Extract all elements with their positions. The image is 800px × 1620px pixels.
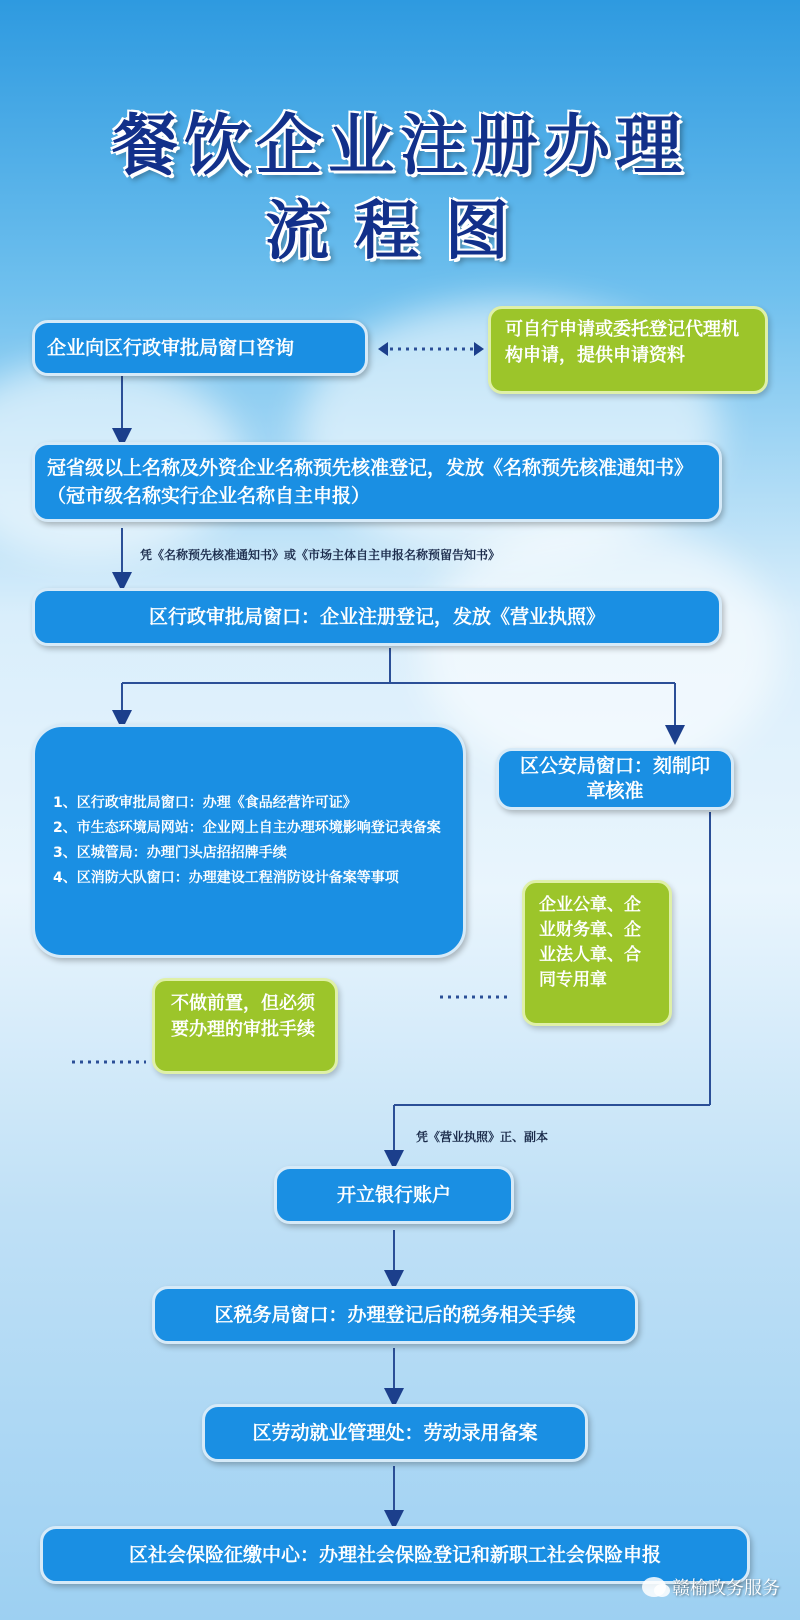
step-permits bbox=[32, 724, 466, 958]
step-labor-text: 区劳动就业管理处：劳动录用备案 bbox=[252, 1422, 538, 1444]
step-registration-text: 区行政审批局窗口：企业注册登记，发放《营业执照》 bbox=[148, 606, 605, 628]
note-seals bbox=[522, 880, 672, 1026]
permit-item: 4、区消防大队窗口：办理建设工程消防设计备案等事项 bbox=[53, 870, 399, 886]
note-self-apply bbox=[488, 306, 768, 394]
note-no-prereq-text: 不做前置，但必须要办理的审批手续 bbox=[171, 993, 315, 1040]
step-registration bbox=[32, 588, 722, 646]
permit-item: 3、区城管局：办理门头店招招牌手续 bbox=[53, 845, 287, 861]
step-bank-text: 开立银行账户 bbox=[336, 1184, 451, 1206]
step-tax bbox=[152, 1286, 638, 1344]
watermark bbox=[642, 1574, 780, 1600]
step-name-approval bbox=[32, 442, 722, 522]
arrow-head-right bbox=[474, 342, 484, 356]
note-seals-text: 企业公章、企业财务章、企业法人章、合同专用章 bbox=[539, 895, 641, 990]
permits-list bbox=[53, 791, 441, 891]
note-self-apply-text: 可自行申请或委托登记代理机构申请，提供申请资料 bbox=[505, 319, 739, 366]
caption-license: 凭《营业执照》正、副本 bbox=[416, 1130, 549, 1144]
permit-item: 1、区行政审批局窗口：办理《食品经营许可证》 bbox=[53, 795, 357, 811]
step-consult bbox=[32, 320, 368, 376]
caption-name-notice: 凭《名称预先核准通知书》或《市场主体自主申报名称预留告知书》 bbox=[140, 548, 501, 562]
wechat-icon bbox=[642, 1577, 666, 1597]
page-title-line1: 餐饮企业注册办理 bbox=[112, 107, 688, 184]
step-bank bbox=[274, 1166, 514, 1224]
step-social-text: 区社会保险征缴中心：办理社会保险登记和新职工社会保险申报 bbox=[128, 1544, 661, 1566]
step-police-text: 区公安局窗口：刻制印章核准 bbox=[519, 755, 710, 802]
note-no-prereq bbox=[152, 978, 338, 1074]
step-labor bbox=[202, 1404, 588, 1462]
permit-item: 2、市生态环境局网站：企业网上自主办理环境影响登记表备案 bbox=[53, 820, 441, 836]
arrow-head-left bbox=[378, 342, 388, 356]
step-police bbox=[496, 748, 734, 810]
step-consult-text: 企业向区行政审批局窗口咨询 bbox=[47, 337, 295, 359]
watermark-text: 赣榆政务服务 bbox=[672, 1578, 780, 1599]
step-tax-text: 区税务局窗口：办理登记后的税务相关手续 bbox=[214, 1304, 576, 1326]
page-title-line2: 流程图 bbox=[265, 195, 535, 269]
step-name-approval-text: 冠省级以上名称及外资企业名称预先核准登记，发放《名称预先核准通知书》（冠市级名称实行企业名称自主申报） bbox=[47, 457, 694, 507]
